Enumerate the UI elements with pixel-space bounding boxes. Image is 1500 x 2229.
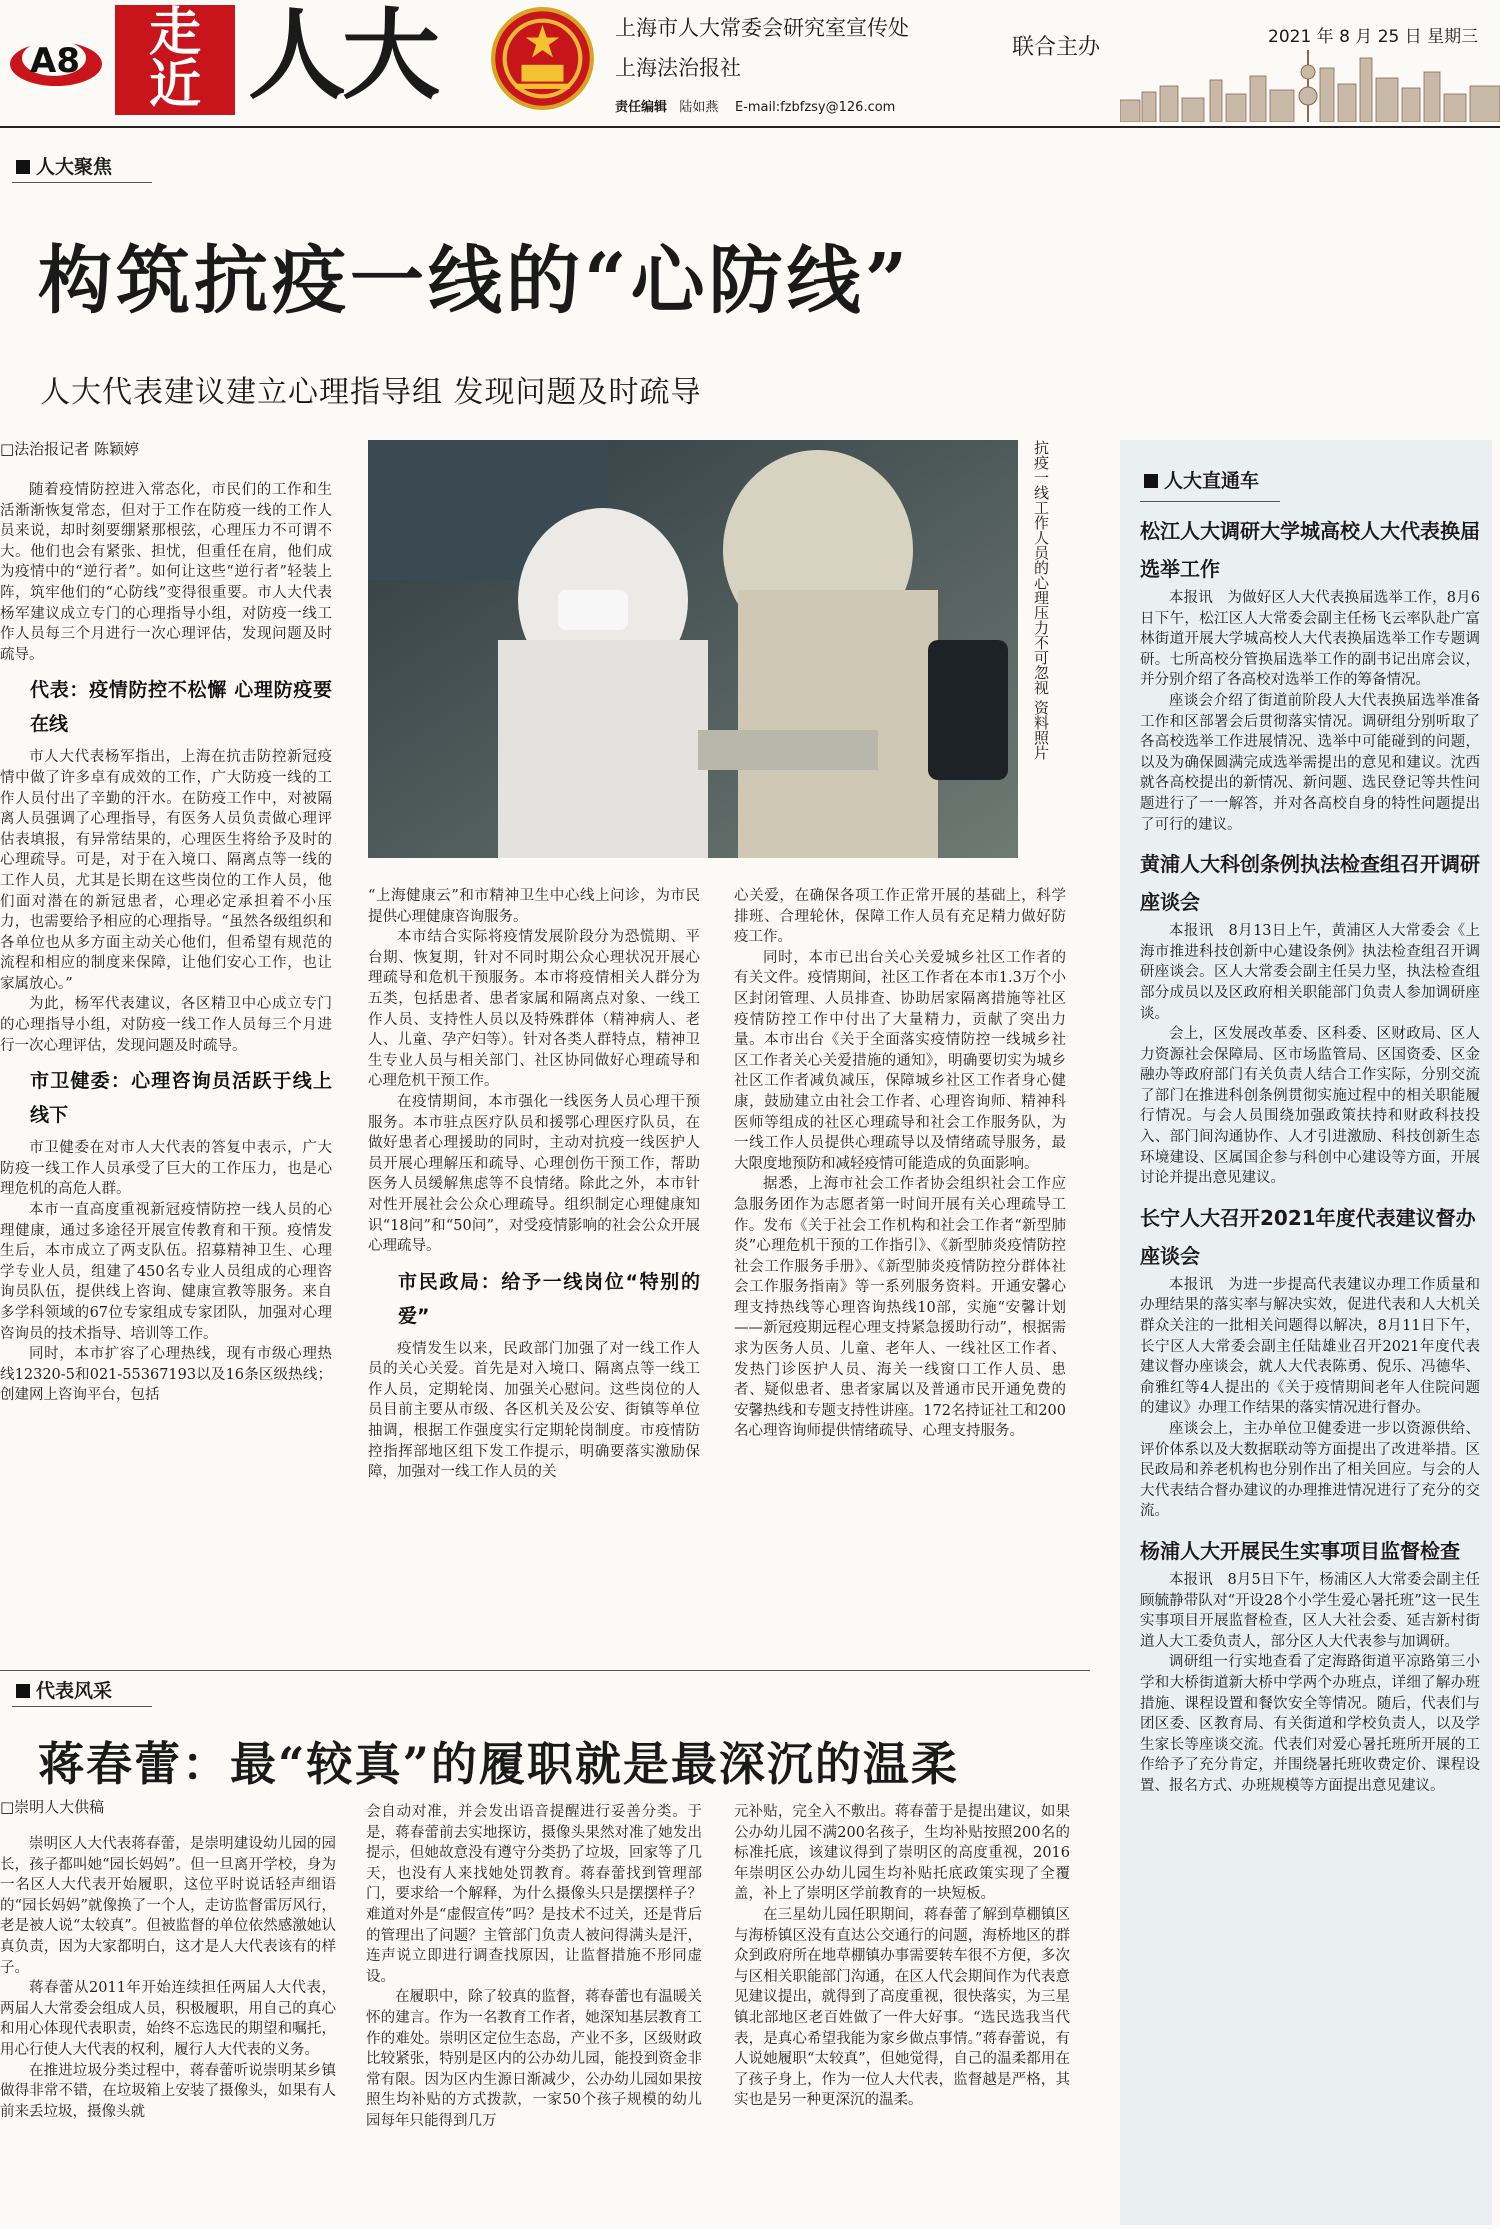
- second-column-2: [366, 1802, 702, 2224]
- main-column-1: [0, 480, 332, 1662]
- page-number: A8: [30, 41, 80, 81]
- paragraph: 本报讯 8月13日上午，黄浦区人大常委会《上海市推进科技创新中心建设条例》执法检查组召开调研座谈会。区人大常委会副主任吴力坚，执法检查组部分成员以及区政府相关职能部门负责人参加调研座谈。: [1140, 923, 1480, 1022]
- brief-title: 杨浦人大开展民生实事项目监督检查: [1140, 1538, 1460, 1563]
- paragraph: 本市一直高度重视新冠疫情防控一线人员的心理健康，通过多途径开展宣传教育和干预。疫情发生后，本市成立了两支队伍。招募精神卫生、心理学专业人员，组建了450名专业人员组成的心理咨询员队伍，提供线上咨询、健康宣教等服务。来自多学科领域的67位专家组成专家团队，加强对心理咨询员的技术指导、培训等工作。: [0, 1202, 332, 1342]
- paragraph: 蒋春蕾从2011年开始连续担任两届人大代表，两届人大常委会组成人员，积极履职，用自己的真心和用心体现代表职责，始终不忘选民的期望和嘱托，用心行使人大代表的权利，履行人大代表的义务。: [0, 1980, 336, 2058]
- logo-char-2: 近: [148, 55, 201, 115]
- section-underline: [12, 182, 152, 183]
- main-headline: 构筑抗疫一线的“心防线”: [38, 238, 912, 324]
- paragraph: 本报讯 为进一步提高代表建议办理工作质量和办理结果的落实率与解决实效，促进代表和人大机关群众关注的一批相关问题得以解决，8月11日下午，长宁区人大常委会副主任陆雄业召开2021年度代表建议督办座谈会，就人大代表陈勇、倪乐、冯德华、俞雅红等4人提出的《关于疫情期间老年人住院问题的建议》办理工作结果的落实情况进行督办。: [1140, 1276, 1480, 1417]
- paragraph: 本报讯 为做好区人大代表换届选举工作，8月6日下午，松江区人大常委会副主任杨飞云率队赴广富林街道开展大学城高校人大代表换届选举工作专题调研。七所高校分管换届选举工作的副书记出席会议，并分别介绍了各高校对选举工作的筹备情况。: [1140, 590, 1480, 689]
- paragraph: 在疫情期间，本市强化一线医务人员心理干预服务。本市驻点医疗队员和援鄂心理医疗队员，在做好患者心理援助的同时，主动对抗疫一线医护人员开展心理解压和疏导、心理创伤干预工作，帮助医务人员缓解焦虑等不良情绪。除此之外，本市针对性开展社会公众心理疏导。组织制定心理健康知识“18问”和“50问”，对受疫情影响的社会公众开展心理疏导。: [368, 1093, 700, 1255]
- organizer-line-2: 上海法治报社: [615, 56, 741, 80]
- paragraph: 崇明区人大代表蒋春蕾，是崇明建设幼儿园的园长，孩子都叫她“园长妈妈”。但一旦离开学校，身为一名区人大代表开始履职，这位平时说话轻声细语的“园长妈妈”就像换了一个人，走访监督雷厉风行，老是被人说“太较真”。但被监督的单位依然感激她认真负责，因为大家都明白，这才是人大代表该有的样子。: [0, 1836, 336, 1976]
- subheading: 市卫健委：心理咨询员活跃于线上线下: [30, 1070, 332, 1127]
- logo-char-1: 走: [148, 3, 201, 63]
- main-column-2: [368, 886, 700, 1662]
- main-byline: □法治报记者 陈颖婷: [0, 440, 139, 458]
- subheading: 市民政局：给予一线岗位“特别的爱”: [398, 1270, 700, 1327]
- editor-line: [615, 96, 895, 115]
- story-divider: [0, 1670, 1090, 1671]
- brief-title: 长宁人大召开2021年度代表建议督办座谈会: [1140, 1205, 1476, 1268]
- brief-body: [1120, 921, 1492, 1189]
- editor-name: 陆如燕: [679, 100, 719, 115]
- section-label-profile: 代表风采: [12, 1676, 112, 1703]
- city-skyline-illustration: [1120, 50, 1500, 122]
- paragraph: 在推进垃圾分类过程中，蒋春蕾听说崇明某乡镇做得非常不错，在垃圾箱上安装了摄像头，如果有人前来丢垃圾，摄像头就: [0, 2062, 336, 2120]
- organizer-block: [615, 8, 909, 88]
- brief-body: [1120, 1275, 1492, 1522]
- paragraph: 在三星幼儿园任职期间，蒋春蕾了解到草棚镇区与海桥镇区没有直达公交通行的问题，海桥地区的群众到政府所在地草棚镇办事需要转车很不方便，多次与区相关职能部门沟通，在区人代会期间作为代表意见建议提出，就得到了高度重视，很快落实，为三星镇北部地区老百姓做了一件大好事。“选民选我当代表，是真心希望我能为家乡做点事情。”蒋春蕾说，有人说她履职“太较真”，但她觉得，自己的温柔都用在了孩子身上，作为一位人大代表，监督越是严格，其实也是另一种更深沉的温柔。: [734, 1906, 1070, 2109]
- main-column-3: [734, 886, 1066, 1662]
- page-number-badge: [8, 18, 108, 98]
- second-byline: □崇明人大供稿: [0, 1798, 105, 1816]
- paragraph: 疫情发生以来，民政部门加强了对一线工作人员的关心关爱。首先是对入境口、隔离点等一线工作人员，定期轮岗、加强关心慰问。这些岗位的人员目前主要从市级、各区机关及公安、街镇等单位抽调，根据工作强度实行定期轮岗制度。市疫情防控指挥部地区组下发工作提示，明确要落实激励保障，加强对一线工作人员的关: [368, 1340, 700, 1481]
- subheading: 代表：疫情防控不松懈 心理防疫要在线: [30, 679, 332, 736]
- issue-date: 2021 年 8 月 25 日 星期三: [1268, 27, 1479, 47]
- second-headline: 蒋春蕾：最“较真”的履职就是最深沉的温柔: [38, 1737, 959, 1791]
- masthead-divider: [0, 126, 1500, 128]
- second-column-3: [734, 1802, 1070, 2224]
- paragraph: 据悉，上海市社会工作者协会组织社会工作应急服务团作为志愿者第一时间开展有关心理疏导工作。发布《关于社会工作机构和社会工作者“新型肺炎”心理危机干预的工作指引》、《新型肺炎疫情防控社会工作服务手册》、《新型肺炎疫情防控分群体社会工作服务指南》等一系列服务资料。开通安馨心理支持热线等心理咨询热线10部，实施“安馨计划——新冠疫期远程心理支持紧急援助行动”，根据需求为医务人员、儿童、老年人、一线社区工作者、发热门诊医护人员、海关一线窗口工作人员、患者、疑似患者、患者家属以及普通市民开通免费的安馨热线和专题支持性讲座。172名持证社工和200名心理咨询师提供情绪疏导、心理支持服务。: [734, 1176, 1066, 1440]
- paragraph: 为此，杨军代表建议，各区精卫中心成立专门的心理指导小组，对防疫一线工作人员每三个月进行一次心理评估，发现问题及时疏导。: [0, 996, 332, 1054]
- brief-title: 松江人大调研大学城高校人大代表换届选举工作: [1140, 519, 1480, 581]
- news-photo: [368, 440, 1018, 858]
- column-logo: [115, 5, 235, 115]
- second-column-1: [0, 1834, 336, 2224]
- co-host-label: 联合主办: [1012, 35, 1101, 60]
- news-brief-sidebar: [1120, 440, 1492, 2225]
- paragraph: 随着疫情防控进入常态化，市民们的工作和生活渐渐恢复常态，但对于工作在防疫一线的工作人员来说，却时刻要绷紧那根弦，心理压力不可谓不大。他们也会有紧张、担忧，但重任在肩，他们成为疫情中的“逆行者”。如何让这些“逆行者”轻装上阵，筑牢他们的“心防线”变得很重要。市人大代表杨军建议成立专门的心理指导小组，对防疫一线工作人员每三个月进行一次心理评估，发现问题及时疏导。: [0, 482, 332, 663]
- paragraph: 元补贴，完全入不敷出。蒋春蕾于是提出建议，如果公办幼儿园不满200名孩子，生均补贴按照200名的标准托底，该建议得到了崇明区的高度重视，2016年崇明区公办幼儿园生均补贴托底政策实现了全覆盖，补上了崇明区学前教育的一块短板。: [734, 1804, 1070, 1903]
- paragraph: 本报讯 8月5日下午，杨浦区人大常委会副主任顾毓静带队对“开设28个小学生爱心暑托班”这一民生实事项目开展监督检查，区人大社会委、延吉新村街道人大工委负责人，部分区人大代表参与加调研。: [1140, 1571, 1480, 1650]
- paragraph: 心关爱，在确保各项工作正常开展的基础上，科学排班、合理轮休，保障工作人员有充足精力做好防疫工作。: [734, 888, 1066, 946]
- paragraph: 会上，区发展改革委、区科委、区财政局、区人力资源社会保障局、区市场监管局、区国资委、区金融办等政府部门有关负责人结合工作实际，分别交流了部门在推进科创条例贯彻实施过程中的相关职能履行情况。与会人员围绕加强政策扶持和财政科技投入、部门间沟通协作、人才引进激励、科技创新生态环境建设、区属国企参与科创中心建设等方面，开展讨论并提出意见建议。: [1140, 1026, 1480, 1187]
- brief-title: 黄浦人大科创条例执法检查组召开调研座谈会: [1140, 852, 1480, 915]
- paragraph: 本市结合实际将疫情发展阶段分为恐慌期、平台期、恢复期，针对不同时期公众心理状况开展心理疏导和危机干预服务。本市将疫情相关人群分为五类，包括患者、患者家属和隔离点对象、一线工作人员、支持性人员以及特殊群体（精神病人、老人、儿童、孕产妇等）。针对各类人群特点，精神卫生专业人员与相关部门、社区协同做好心理疏导和心理危机干预工作。: [368, 929, 700, 1090]
- main-subheadline: 人大代表建议建立心理指导组 发现问题及时疏导: [40, 375, 702, 410]
- brief-list: [1120, 512, 1492, 1797]
- brief-body: [1120, 588, 1492, 835]
- section-label-focus: 人大聚焦: [12, 152, 112, 179]
- paragraph: “上海健康云”和市精神卫生中心线上问诊，为市民提供心理健康咨询服务。: [368, 888, 700, 925]
- column-logo-text: 人大: [248, 0, 437, 113]
- paragraph: 在履职中，除了较真的监督，蒋春蕾也有温暖关怀的建言。作为一名教育工作者，她深知基层教育工作的难处。崇明区定位生态岛，产业不多，区级财政比较紧张，特别是区内的公办幼儿园，能投到资金非常有限。因为区内生源日渐减少，公办幼儿园如果按照生均补贴的方式拨款，一家50个孩子规模的幼儿园每年只能得到几万: [366, 1989, 702, 2129]
- editor-email: E-mail:fzbfzsy@126.com: [734, 100, 896, 115]
- paragraph: 同时，本市已出台关心关爱城乡社区工作者的有关文件。疫情期间，社区工作者在本市1.3万个小区封闭管理、人员排查、协助居家隔离措施等社区疫情防控工作中付出了大量精力，贡献了突出力量。本市出台《关于全面落实疫情防控一线城乡社区工作者关心关爱措施的通知》，明确要切实为城乡社区工作者减负减压，保障城乡社区工作者身心健康，鼓励建立由社会工作者、心理咨询师、精神科医师等组成的社区心理疏导和社会工作服务队，为一线工作人员提供心理疏导以及情绪疏导服务，最大限度地预防和减轻疫情可能造成的负面影响。: [734, 949, 1066, 1172]
- editor-label: 责任编辑: [615, 100, 668, 115]
- national-emblem-icon: [490, 6, 595, 111]
- paragraph: 市卫健委在对市人大代表的答复中表示，广大防疫一线工作人员承受了巨大的工作压力，也是心理危机的高危人群。: [0, 1140, 332, 1198]
- photo-caption: 抗疫一线工作人员的心理压力不可忽视 资料照片: [1032, 440, 1050, 760]
- paragraph: 座谈会介绍了街道前阶段人大代表换届选举准备工作和区部署会后贯彻落实情况。调研组分别听取了各高校选举工作进展情况、选举中可能碰到的问题，以及为确保圆满完成选举需提出的意见和建议。沈西就各高校提出的新情况、新问题、选民登记等共性问题进行了一一解答，并对各高校自身的特性问题提出了可行的建议。: [1140, 692, 1480, 833]
- section-underline-3: [1140, 501, 1280, 502]
- paragraph: 座谈会上，主办单位卫健委进一步以资源供给、评价体系以及大数据联动等方面提出了改进举措。区民政局和养老机构也分别作出了相关回应。与会的人大代表结合督办建议的办理推进情况进行了充分的交流。: [1140, 1421, 1480, 1520]
- organizer-line-1: 上海市人大常委会研究室宣传处: [615, 16, 909, 40]
- paragraph: 同时，本市扩容了心理热线，现有市级心理热线12320-5和021-55367193以及16条区级热线；创建网上咨询平台，包括: [0, 1346, 332, 1404]
- paragraph: 会自动对准，并会发出语音提醒进行妥善分类。于是，蒋春蕾前去实地探访，摄像头果然对准了她发出提示，但她故意没有遵守分类扔了垃圾，回家等了几天，也没有人来找她处罚教育。蒋春蕾找到管理部门，要求给一个解释，为什么摄像头只是摆摆样子？难道对外是“虚假宣传”吗？是技术不过关，还是背后的管理出了问题？主管部门负责人被问得满头是汗，连声说立即进行调查找原因，让监督措施不形同虚设。: [366, 1804, 702, 1985]
- paragraph: 调研组一行实地查看了定海路街道平凉路第三小学和大桥街道新大桥中学两个办班点，详细了解办班措施、课程设置和餐饮安全等情况。随后，代表们与团区委、区教育局、有关街道和学校负责人，以及学生家长等座谈交流。代表们对爱心暑托班所开展的工作给予了充分肯定，并围绕暑托班收费定价、课程设置、报名方式、办班规模等方面提出意见建议。: [1140, 1654, 1480, 1794]
- brief-body: [1120, 1570, 1492, 1797]
- paragraph: 市人大代表杨军指出，上海在抗击防控新冠疫情中做了许多卓有成效的工作，广大防疫一线的工作人员付出了辛勤的汗水。在防疫工作中，对被隔离人员强调了心理指导，有医务人员负责做心理评估表填报，有异常结果的，心理医生将给予及时的心理疏导。可是，对于在入境口、隔离点等一线的工作人员，尤其是长期在这些岗位的工作人员，他们面对潜在的新冠患者，心理必定承担着不小压力，也需要给予相应的心理指导。“虽然各级组织和各单位也从多方面主动关心他们，但希望有规范的流程和相应的制度来保障，让他们安心工作，也让家属放心。”: [0, 749, 332, 992]
- section-label-brief: 人大直通车: [1140, 466, 1492, 493]
- section-underline-2: [12, 1706, 152, 1707]
